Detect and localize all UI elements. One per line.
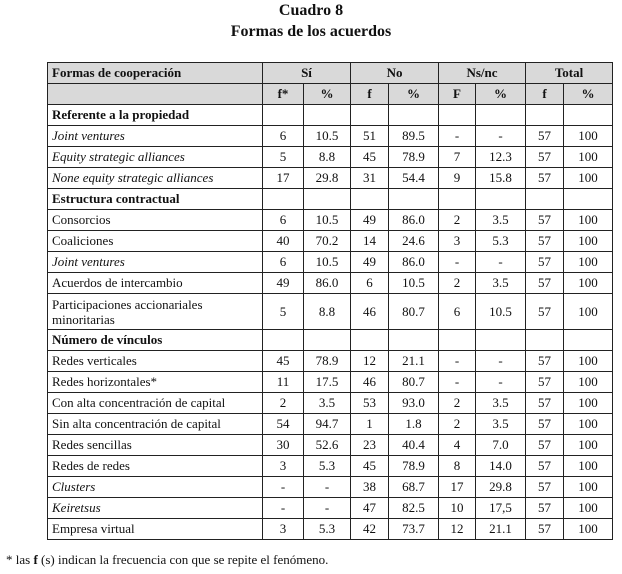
value-cell: 54 xyxy=(263,414,304,435)
value-cell: 12 xyxy=(439,519,476,540)
value-cell: 17,5 xyxy=(476,498,526,519)
section-row xyxy=(48,189,613,210)
value-cell: 100 xyxy=(564,252,613,273)
value-cell: 10.5 xyxy=(304,252,351,273)
row-label: Keiretsus xyxy=(48,498,263,519)
section-label: Estructura contractual xyxy=(48,189,263,210)
empty-cell xyxy=(564,330,613,351)
row-label: Redes horizontales* xyxy=(48,372,263,393)
empty-cell xyxy=(389,330,439,351)
value-cell: 45 xyxy=(351,456,389,477)
value-cell: 6 xyxy=(263,126,304,147)
value-cell: 94.7 xyxy=(304,414,351,435)
value-cell: 21.1 xyxy=(389,351,439,372)
row-label: Acuerdos de intercambio xyxy=(48,273,263,294)
subheader-cell: % xyxy=(476,84,526,105)
empty-cell xyxy=(526,330,564,351)
value-cell: 78.9 xyxy=(304,351,351,372)
value-cell: 70.2 xyxy=(304,231,351,252)
value-cell: 57 xyxy=(526,456,564,477)
value-cell: 57 xyxy=(526,414,564,435)
value-cell: 21.1 xyxy=(476,519,526,540)
value-cell: 1.8 xyxy=(389,414,439,435)
row-label: Redes verticales xyxy=(48,351,263,372)
table-row xyxy=(48,126,613,147)
value-cell: - xyxy=(263,498,304,519)
value-cell: 45 xyxy=(351,147,389,168)
value-cell: 100 xyxy=(564,210,613,231)
value-cell: 100 xyxy=(564,498,613,519)
value-cell: 57 xyxy=(526,351,564,372)
value-cell: 82.5 xyxy=(389,498,439,519)
value-cell: 57 xyxy=(526,147,564,168)
value-cell: 53 xyxy=(351,393,389,414)
row-label: Equity strategic alliances xyxy=(48,147,263,168)
row-label: Joint ventures xyxy=(48,252,263,273)
value-cell: 57 xyxy=(526,393,564,414)
subheader-blank xyxy=(48,84,263,105)
table-row xyxy=(48,393,613,414)
value-cell: - xyxy=(439,372,476,393)
subheader-cell: % xyxy=(304,84,351,105)
value-cell: 6 xyxy=(263,252,304,273)
value-cell: 2 xyxy=(263,393,304,414)
value-cell: 8 xyxy=(439,456,476,477)
value-cell: 24.6 xyxy=(389,231,439,252)
value-cell: - xyxy=(304,498,351,519)
header-group-no: No xyxy=(351,63,439,84)
value-cell: 51 xyxy=(351,126,389,147)
value-cell: 3 xyxy=(439,231,476,252)
table-row xyxy=(48,210,613,231)
value-cell: 57 xyxy=(526,273,564,294)
value-cell: 29.8 xyxy=(304,168,351,189)
value-cell: 4 xyxy=(439,435,476,456)
footnote: * las f (s) indican la frecuencia con que se repite el fenómeno. xyxy=(6,552,329,567)
value-cell: 100 xyxy=(564,435,613,456)
value-cell: 46 xyxy=(351,294,389,330)
value-cell: 5 xyxy=(263,294,304,330)
table-row xyxy=(48,168,613,189)
section-label: Número de vínculos xyxy=(48,330,263,351)
value-cell: 57 xyxy=(526,168,564,189)
value-cell: 100 xyxy=(564,273,613,294)
value-cell: 86.0 xyxy=(389,252,439,273)
value-cell: - xyxy=(263,477,304,498)
value-cell: 86.0 xyxy=(304,273,351,294)
row-label: Coaliciones xyxy=(48,231,263,252)
value-cell: 10 xyxy=(439,498,476,519)
empty-cell xyxy=(304,189,351,210)
value-cell: 23 xyxy=(351,435,389,456)
empty-cell xyxy=(304,105,351,126)
value-cell: 40 xyxy=(263,231,304,252)
agreements-table xyxy=(47,62,613,540)
table-row xyxy=(48,351,613,372)
value-cell: 57 xyxy=(526,294,564,330)
section-row xyxy=(48,105,613,126)
empty-cell xyxy=(564,189,613,210)
value-cell: 17 xyxy=(439,477,476,498)
value-cell: 5 xyxy=(263,147,304,168)
empty-cell xyxy=(564,105,613,126)
value-cell: 93.0 xyxy=(389,393,439,414)
empty-cell xyxy=(526,105,564,126)
value-cell: 6 xyxy=(351,273,389,294)
value-cell: 7 xyxy=(439,147,476,168)
table-row xyxy=(48,231,613,252)
value-cell: 38 xyxy=(351,477,389,498)
table-row xyxy=(48,252,613,273)
value-cell: 100 xyxy=(564,372,613,393)
header-col-forms: Formas de cooperación xyxy=(48,63,263,84)
table-row xyxy=(48,294,613,330)
section-row xyxy=(48,330,613,351)
empty-cell xyxy=(263,105,304,126)
table-row xyxy=(48,477,613,498)
empty-cell xyxy=(476,330,526,351)
row-label: Redes de redes xyxy=(48,456,263,477)
value-cell: 12.3 xyxy=(476,147,526,168)
empty-cell xyxy=(263,189,304,210)
value-cell: 17 xyxy=(263,168,304,189)
table-row xyxy=(48,519,613,540)
value-cell: 100 xyxy=(564,351,613,372)
row-label: Joint ventures xyxy=(48,126,263,147)
value-cell: 57 xyxy=(526,435,564,456)
value-cell: 54.4 xyxy=(389,168,439,189)
value-cell: 12 xyxy=(351,351,389,372)
value-cell: 42 xyxy=(351,519,389,540)
value-cell: - xyxy=(439,252,476,273)
value-cell: 31 xyxy=(351,168,389,189)
row-label: Sin alta concentración de capital xyxy=(48,414,263,435)
subheader-cell: f xyxy=(526,84,564,105)
value-cell: 57 xyxy=(526,372,564,393)
value-cell: 100 xyxy=(564,477,613,498)
empty-cell xyxy=(351,330,389,351)
subheader-row xyxy=(48,84,613,105)
value-cell: 2 xyxy=(439,393,476,414)
value-cell: 2 xyxy=(439,210,476,231)
value-cell: 100 xyxy=(564,393,613,414)
subheader-cell: % xyxy=(389,84,439,105)
value-cell: - xyxy=(439,126,476,147)
value-cell: 8.8 xyxy=(304,294,351,330)
table-row xyxy=(48,435,613,456)
value-cell: 68.7 xyxy=(389,477,439,498)
header-group-si: Sí xyxy=(263,63,351,84)
subheader-cell: % xyxy=(564,84,613,105)
row-label: Clusters xyxy=(48,477,263,498)
value-cell: 8.8 xyxy=(304,147,351,168)
subheader-cell: f xyxy=(351,84,389,105)
empty-cell xyxy=(476,189,526,210)
value-cell: 73.7 xyxy=(389,519,439,540)
value-cell: 100 xyxy=(564,147,613,168)
value-cell: 49 xyxy=(351,210,389,231)
empty-cell xyxy=(389,105,439,126)
value-cell: 1 xyxy=(351,414,389,435)
value-cell: 89.5 xyxy=(389,126,439,147)
value-cell: 40.4 xyxy=(389,435,439,456)
value-cell: 3.5 xyxy=(476,393,526,414)
value-cell: 5.3 xyxy=(304,456,351,477)
table-title: Cuadro 8 xyxy=(278,2,344,19)
empty-cell xyxy=(476,105,526,126)
row-label: None equity strategic alliances xyxy=(48,168,263,189)
value-cell: 5.3 xyxy=(476,231,526,252)
header-group-nsnc: Ns/nc xyxy=(439,63,526,84)
value-cell: 52.6 xyxy=(304,435,351,456)
value-cell: 14.0 xyxy=(476,456,526,477)
header-group-total: Total xyxy=(526,63,613,84)
empty-cell xyxy=(439,105,476,126)
value-cell: 15.8 xyxy=(476,168,526,189)
table-row xyxy=(48,456,613,477)
empty-cell xyxy=(439,189,476,210)
value-cell: - xyxy=(476,351,526,372)
value-cell: 80.7 xyxy=(389,372,439,393)
empty-cell xyxy=(351,189,389,210)
value-cell: - xyxy=(476,126,526,147)
empty-cell xyxy=(526,189,564,210)
value-cell: 100 xyxy=(564,414,613,435)
empty-cell xyxy=(263,330,304,351)
value-cell: 11 xyxy=(263,372,304,393)
value-cell: 49 xyxy=(263,273,304,294)
value-cell: 46 xyxy=(351,372,389,393)
table-row xyxy=(48,273,613,294)
value-cell: 9 xyxy=(439,168,476,189)
table-row xyxy=(48,414,613,435)
value-cell: 78.9 xyxy=(389,147,439,168)
value-cell: 10.5 xyxy=(389,273,439,294)
row-label: Empresa virtual xyxy=(48,519,263,540)
value-cell: 6 xyxy=(439,294,476,330)
value-cell: 57 xyxy=(526,477,564,498)
value-cell: 78.9 xyxy=(389,456,439,477)
value-cell: 100 xyxy=(564,294,613,330)
value-cell: 45 xyxy=(263,351,304,372)
section-label: Referente a la propiedad xyxy=(48,105,263,126)
value-cell: 100 xyxy=(564,456,613,477)
value-cell: 57 xyxy=(526,498,564,519)
table-subtitle: Formas de los acuerdos xyxy=(230,23,392,40)
value-cell: 100 xyxy=(564,126,613,147)
value-cell: 29.8 xyxy=(476,477,526,498)
table-row xyxy=(48,147,613,168)
value-cell: - xyxy=(304,477,351,498)
value-cell: 86.0 xyxy=(389,210,439,231)
value-cell: 49 xyxy=(351,252,389,273)
value-cell: 2 xyxy=(439,273,476,294)
value-cell: 10.5 xyxy=(304,210,351,231)
value-cell: 2 xyxy=(439,414,476,435)
empty-cell xyxy=(304,330,351,351)
row-label: Con alta concentración de capital xyxy=(48,393,263,414)
value-cell: 10.5 xyxy=(304,126,351,147)
value-cell: 57 xyxy=(526,126,564,147)
value-cell: 80.7 xyxy=(389,294,439,330)
row-label: Redes sencillas xyxy=(48,435,263,456)
value-cell: 3.5 xyxy=(304,393,351,414)
value-cell: 57 xyxy=(526,519,564,540)
table-body xyxy=(48,105,613,540)
subheader-cell: f* xyxy=(263,84,304,105)
value-cell: 7.0 xyxy=(476,435,526,456)
subheader-cell: F xyxy=(439,84,476,105)
value-cell: 30 xyxy=(263,435,304,456)
empty-cell xyxy=(439,330,476,351)
header-row xyxy=(48,63,613,84)
value-cell: 3.5 xyxy=(476,210,526,231)
value-cell: 57 xyxy=(526,210,564,231)
value-cell: 3 xyxy=(263,456,304,477)
value-cell: - xyxy=(439,351,476,372)
empty-cell xyxy=(351,105,389,126)
value-cell: 3 xyxy=(263,519,304,540)
value-cell: 3.5 xyxy=(476,273,526,294)
row-label: Participaciones accionariales minoritarias xyxy=(48,294,263,330)
value-cell: - xyxy=(476,372,526,393)
value-cell: 6 xyxy=(263,210,304,231)
value-cell: 57 xyxy=(526,252,564,273)
value-cell: 100 xyxy=(564,519,613,540)
value-cell: 100 xyxy=(564,168,613,189)
value-cell: 100 xyxy=(564,231,613,252)
table-row xyxy=(48,372,613,393)
value-cell: 5.3 xyxy=(304,519,351,540)
value-cell: 17.5 xyxy=(304,372,351,393)
value-cell: - xyxy=(476,252,526,273)
empty-cell xyxy=(389,189,439,210)
table-row xyxy=(48,498,613,519)
value-cell: 14 xyxy=(351,231,389,252)
value-cell: 3.5 xyxy=(476,414,526,435)
value-cell: 57 xyxy=(526,231,564,252)
value-cell: 47 xyxy=(351,498,389,519)
row-label: Consorcios xyxy=(48,210,263,231)
value-cell: 10.5 xyxy=(476,294,526,330)
